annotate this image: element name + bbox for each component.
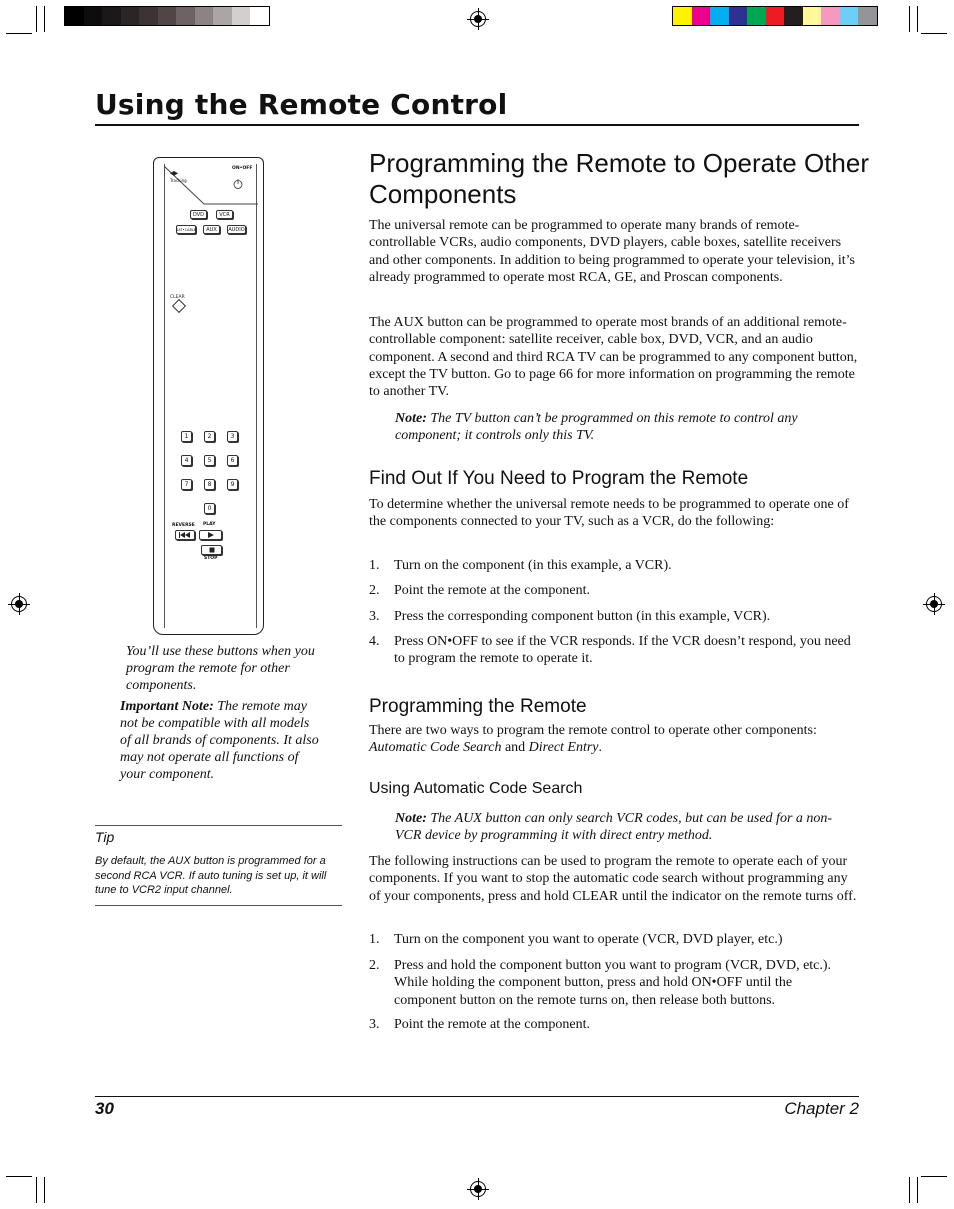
aux-button: AUX <box>203 225 220 234</box>
important-note <box>120 698 320 783</box>
reverse-label: REVERSE <box>172 523 195 528</box>
process-color-bar <box>672 6 878 26</box>
list-item-number: 2. <box>369 958 380 973</box>
note-aux-button <box>395 810 835 845</box>
color-swatch <box>84 7 103 25</box>
important-note-label: Important Note: <box>120 699 214 714</box>
note-tv-button <box>395 410 815 445</box>
footer-chapter: Chapter 2 <box>784 1099 859 1118</box>
color-swatch <box>102 7 121 25</box>
on-off-label: ON•OFF <box>232 166 253 171</box>
color-swatch <box>729 7 748 25</box>
registration-mark-icon <box>470 11 486 27</box>
subsection-heading-automatic-code-search: Using Automatic Code Search <box>369 780 583 797</box>
note-label: Note: <box>395 811 427 826</box>
sat-cable-button: SAT•CABLE <box>176 225 196 234</box>
color-swatch <box>195 7 214 25</box>
list-item-number: 1. <box>369 558 380 573</box>
tip-text: By default, the AUX button is programmed for a second RCA VCR. If auto tuning is set up, it will tune to VCR2 input channel. <box>95 855 327 896</box>
intro-paragraph-2: The AUX button can be programmed to operate most brands of an additional remote-controllable component: satellite receiver, cable box, DVD, VCR, and an audio component. A second and third RCA TV can be programmed to any component button, except the TV button. Go to page 66 for more information on programming the remote to another TV. <box>369 315 858 400</box>
important-note-text: The remote may not be compatible with all models of all brands of components. It also may not operate all functions of your component. <box>120 699 319 782</box>
color-swatch <box>766 7 785 25</box>
color-swatch <box>710 7 729 25</box>
registration-mark-icon <box>11 596 27 612</box>
list-item-text: Press ON•OFF to see if the VCR responds. If the VCR doesn’t respond, you need to program the remote to operate it. <box>394 634 851 667</box>
color-swatch <box>784 7 803 25</box>
header-rule <box>95 124 859 126</box>
color-swatch <box>158 7 177 25</box>
list-item-text: Press the corresponding component button (in this example, VCR). <box>394 609 771 624</box>
section-heading-find-out: Find Out If You Need to Program the Remote <box>369 468 749 489</box>
list-item-number: 3. <box>369 609 380 624</box>
section-heading-programming: Programming the Remote <box>369 696 587 717</box>
tip-top-rule <box>95 825 342 826</box>
intro-text: . <box>598 740 603 756</box>
color-swatch <box>232 7 251 25</box>
play-icon <box>199 530 222 540</box>
page-title: Programming the Remote to Operate Other Components <box>369 148 870 209</box>
list-item-number: 2. <box>369 583 380 598</box>
section1-intro: To determine whether the universal remote needs to be programmed to operate one of the components connected to your TV, such as a VCR, do the following: <box>369 497 849 530</box>
direct-entry-term: Direct Entry <box>528 740 599 756</box>
note-label: Note: <box>395 411 427 426</box>
intro-paragraph-1: The universal remote can be programmed to operate many brands of remote-controllable VCRs, audio components, DVD players, cable boxes, satellite receivers and other components. In addition to being programmed to operate your television, it’s already programmed to operate most RCA, GE, and Proscan components. <box>369 218 856 285</box>
list-item-number: 1. <box>369 932 380 947</box>
list-item-text: Point the remote at the component. <box>394 1017 590 1032</box>
digit-button-5: 5 <box>204 455 215 466</box>
list-item-text: Turn on the component you want to operate (VCR, DVD player, etc.) <box>394 932 783 947</box>
page-number: 30 <box>95 1099 114 1118</box>
note-text: The AUX button can only search VCR codes, but can be used for a non-VCR device by programming it with direct entry method. <box>395 811 833 844</box>
color-swatch <box>673 7 692 25</box>
stop-label: STOP <box>204 556 218 561</box>
digit-button-2: 2 <box>204 431 215 442</box>
brand-label: Tracking <box>170 178 187 183</box>
grayscale-color-bar <box>64 6 270 26</box>
registration-mark-icon <box>470 1181 486 1197</box>
digit-button-4: 4 <box>181 455 192 466</box>
color-swatch <box>121 7 140 25</box>
list-item-text: Press and hold the component button you want to program (VCR, DVD, etc.). While holding the component button, press and hold ON•OFF until the component button on the remote turns on, then release both buttons. <box>394 958 832 1008</box>
rewind-icon <box>175 530 195 540</box>
tip-title: Tip <box>95 829 115 845</box>
color-swatch <box>803 7 822 25</box>
automatic-code-search-term: Automatic Code Search <box>369 740 502 756</box>
remote-caption: You’ll use these buttons when you program the remote for other components. <box>126 644 315 693</box>
note-text: The TV button can’t be programmed on this remote to control any component; it controls only this TV. <box>395 411 798 444</box>
footer-rule <box>95 1096 859 1097</box>
vcr-button: VCR <box>216 210 233 219</box>
color-swatch <box>840 7 859 25</box>
list-item-text: Point the remote at the component. <box>394 583 590 598</box>
stop-icon <box>201 545 222 555</box>
clear-label: CLEAR <box>170 295 185 300</box>
list-item-text: Turn on the component (in this example, a VCR). <box>394 558 672 573</box>
chapter-title: Using the Remote Control <box>95 88 508 121</box>
play-label: PLAY <box>203 522 216 527</box>
intro-text: There are two ways to program the remote control to operate other components: <box>369 723 817 738</box>
color-swatch <box>176 7 195 25</box>
color-swatch <box>139 7 158 25</box>
color-swatch <box>821 7 840 25</box>
digit-button-7: 7 <box>181 479 192 490</box>
tip-bottom-rule <box>95 905 342 906</box>
color-swatch <box>692 7 711 25</box>
digit-button-8: 8 <box>204 479 215 490</box>
color-swatch <box>65 7 84 25</box>
audio-button: AUDIO <box>228 226 245 233</box>
list-item-number: 3. <box>369 1017 380 1032</box>
digit-button-1: 1 <box>181 431 192 442</box>
digit-button-9: 9 <box>227 479 238 490</box>
color-swatch <box>858 7 877 25</box>
digit-button-3: 3 <box>227 431 238 442</box>
section3-intro: The following instructions can be used to program the remote to operate each of your components. If you want to stop the automatic code search without programming any of your components, press and hold CLEAR until the indicator on the remote turns off. <box>369 854 857 904</box>
intro-text: and <box>501 740 529 756</box>
color-swatch <box>213 7 232 25</box>
registration-mark-icon <box>926 596 942 612</box>
section2-intro <box>369 722 859 757</box>
remote-control-illustration <box>153 157 264 635</box>
color-swatch <box>250 7 269 25</box>
list-item-number: 4. <box>369 634 380 649</box>
digit-button-6: 6 <box>227 455 238 466</box>
power-icon <box>232 177 244 189</box>
color-swatch <box>747 7 766 25</box>
digit-button-0: 0 <box>204 503 215 514</box>
dvd-button: DVD <box>190 210 207 219</box>
